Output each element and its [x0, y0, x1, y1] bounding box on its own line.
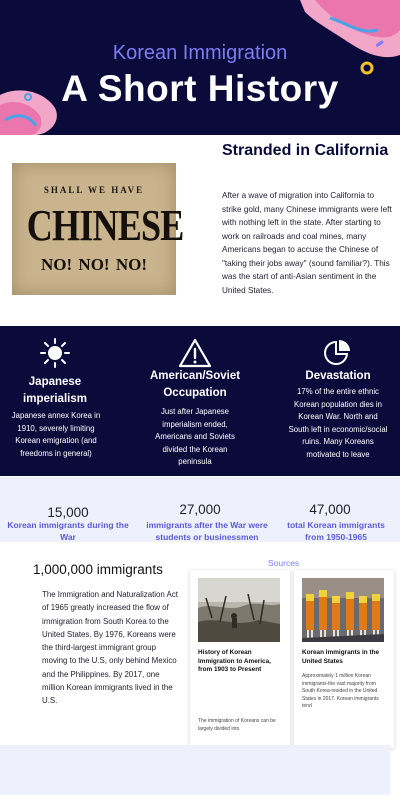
stat-label: Korean immigrants during the War — [7, 520, 129, 542]
header-banner — [0, 0, 400, 135]
sources-label: Sources — [268, 558, 300, 568]
source-title: Korean Immigrants in the United States — [302, 649, 380, 665]
million-section — [0, 542, 400, 745]
footer-band — [0, 745, 390, 795]
stranded-section — [0, 135, 400, 325]
stat-number: 27,000 — [179, 502, 221, 517]
stat-label: total Korean immigrants from 1950-1965 — [287, 520, 385, 542]
sun-icon — [40, 338, 70, 373]
source-photo-battlefield — [198, 578, 280, 642]
chinese-poster-image — [12, 163, 184, 295]
million-heading: 1,000,000 immigrants — [33, 562, 163, 577]
stat-label: immigrants after the War were students or businessmen — [146, 520, 268, 542]
stats-strip — [0, 477, 400, 542]
cause-body: 17% of the entire ethnic Korean population dies in Korean War. North and South left in economic/social ruins. Many Koreans motivated to leave — [288, 387, 388, 459]
source-snippet: Approximately 1 million Korean immigrants-the vast majority from South Korea-resided in the United States in 2017. Korean immigrants tend — [302, 673, 379, 710]
cause-title: American/Soviet Occupation — [149, 370, 241, 399]
header-subtitle: Korean Immigration — [112, 42, 288, 64]
cause-title: Japanese imperialism — [23, 376, 87, 405]
causes-section — [0, 326, 400, 476]
cause-title: Devastation — [305, 370, 371, 382]
million-body: The Immigration and Naturalization Act of 1965 greatly increased the flow of immigration from South Korea to the United States. By 1976, Koreans were the third-largest immigrant group moving to the U.S, only behind Mexico and the Philippines. By 2017, one million Korean immigrants lived in the U.S. — [42, 590, 178, 706]
stranded-heading: Stranded in California — [222, 142, 389, 159]
cause-body: Japanese annex Korea in 1910, severely limiting Korean emigration (and freedoms in general) — [11, 411, 101, 458]
cause-body: Just after Japanese imperialism ended, Americans and Soviets divided the Korean peninsula — [155, 407, 235, 466]
source-card[interactable] — [190, 570, 290, 748]
source-title: History of Korean Immigration to America, from 1903 to Present — [198, 649, 271, 674]
poster-line-3: NO! NO! NO! — [41, 255, 147, 274]
page-title: A Short History — [61, 68, 339, 109]
source-snippet: The immigration of Koreans can be largely divided into — [198, 718, 276, 732]
poster-line-2: CHINESE — [26, 201, 184, 250]
stranded-body: After a wave of migration into California to strike gold, many Chinese immigrants were left with nothing left in the state. After starting to work on railroads and coal mines, many Americans began to accuse the Chinese of "taking their jobs away" (sound familiar?). This was the start of anti-Asian sentiment in the United States. — [222, 191, 392, 295]
source-card[interactable] — [294, 570, 394, 748]
stat-number: 15,000 — [47, 505, 89, 520]
poster-line-1: SHALL WE HAVE — [43, 185, 145, 195]
source-photo-parade — [302, 578, 384, 642]
stat-number: 47,000 — [309, 502, 351, 517]
